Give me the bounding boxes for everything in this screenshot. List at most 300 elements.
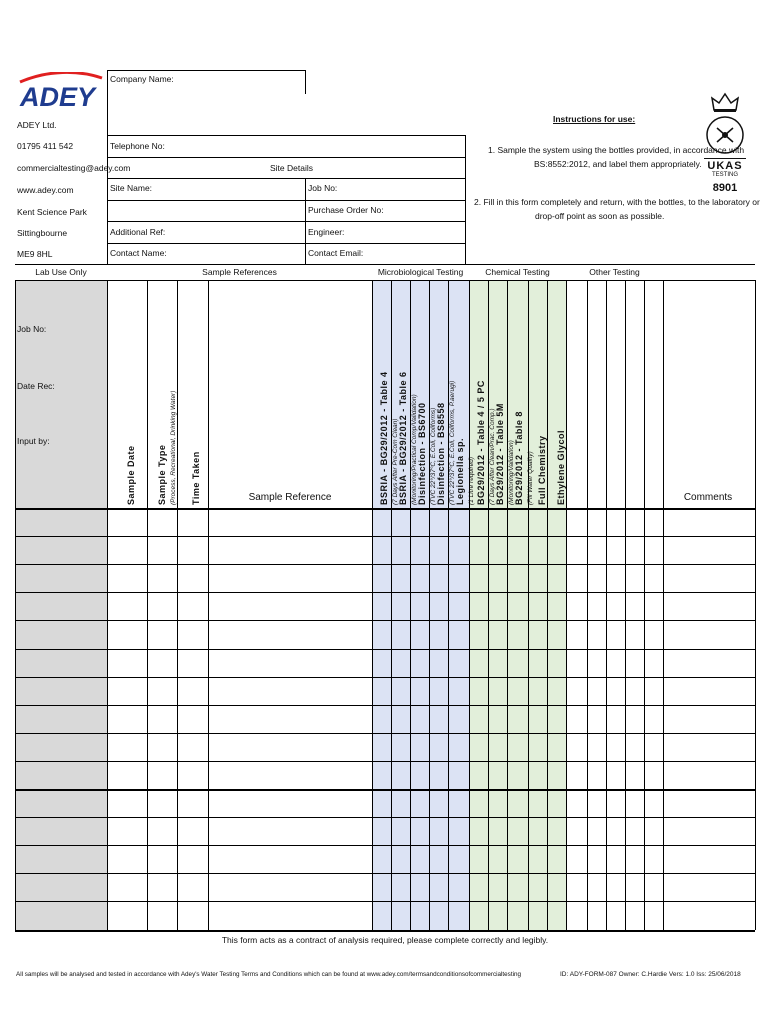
sample-cell[interactable] — [209, 509, 371, 535]
sample-cell[interactable] — [449, 818, 468, 844]
sample-cell[interactable] — [148, 902, 176, 928]
sample-cell[interactable] — [411, 706, 428, 732]
sample-cell[interactable] — [430, 509, 447, 535]
sample-cell[interactable] — [567, 734, 586, 760]
sample-cell[interactable] — [178, 762, 207, 788]
sample-cell[interactable] — [508, 846, 527, 872]
sample-cell[interactable] — [645, 650, 662, 676]
sample-cell[interactable] — [449, 846, 468, 872]
sample-cell[interactable] — [588, 621, 605, 647]
sample-cell[interactable] — [148, 678, 176, 704]
sample-cell[interactable] — [588, 565, 605, 591]
sample-cell[interactable] — [108, 678, 146, 704]
sample-cell[interactable] — [373, 874, 390, 900]
sample-cell[interactable] — [567, 790, 586, 816]
sample-cell[interactable] — [664, 650, 754, 676]
sample-cell[interactable] — [209, 734, 371, 760]
sample-cell[interactable] — [148, 790, 176, 816]
sample-cell[interactable] — [664, 902, 754, 928]
sample-cell[interactable] — [148, 565, 176, 591]
sample-cell[interactable] — [209, 902, 371, 928]
sample-cell[interactable] — [529, 846, 546, 872]
sample-cell[interactable] — [645, 874, 662, 900]
sample-cell[interactable] — [392, 734, 409, 760]
sample-cell[interactable] — [508, 706, 527, 732]
sample-cell[interactable] — [449, 874, 468, 900]
sample-cell[interactable] — [607, 874, 624, 900]
sample-cell[interactable] — [626, 706, 643, 732]
sample-cell[interactable] — [645, 509, 662, 535]
sample-cell[interactable] — [411, 818, 428, 844]
sample-cell[interactable] — [470, 734, 487, 760]
sample-cell[interactable] — [392, 593, 409, 619]
sample-cell[interactable] — [626, 818, 643, 844]
sample-cell[interactable] — [108, 621, 146, 647]
sample-cell[interactable] — [411, 902, 428, 928]
sample-cell[interactable] — [392, 678, 409, 704]
sample-cell[interactable] — [392, 790, 409, 816]
sample-cell[interactable] — [529, 706, 546, 732]
sample-cell[interactable] — [108, 790, 146, 816]
sample-cell[interactable] — [430, 621, 447, 647]
sample-cell[interactable] — [373, 846, 390, 872]
sample-cell[interactable] — [508, 565, 527, 591]
sample-cell[interactable] — [626, 593, 643, 619]
sample-cell[interactable] — [489, 790, 506, 816]
sample-cell[interactable] — [392, 621, 409, 647]
sample-cell[interactable] — [529, 790, 546, 816]
sample-cell[interactable] — [209, 537, 371, 563]
sample-cell[interactable] — [664, 790, 754, 816]
sample-cell[interactable] — [373, 678, 390, 704]
sample-cell[interactable] — [470, 706, 487, 732]
sample-cell[interactable] — [449, 621, 468, 647]
sample-cell[interactable] — [430, 537, 447, 563]
sample-cell[interactable] — [108, 706, 146, 732]
sample-cell[interactable] — [373, 650, 390, 676]
sample-cell[interactable] — [567, 537, 586, 563]
sample-cell[interactable] — [645, 678, 662, 704]
sample-cell[interactable] — [108, 902, 146, 928]
sample-cell[interactable] — [489, 621, 506, 647]
sample-cell[interactable] — [411, 734, 428, 760]
sample-cell[interactable] — [529, 678, 546, 704]
sample-cell[interactable] — [626, 790, 643, 816]
sample-cell[interactable] — [148, 818, 176, 844]
sample-cell[interactable] — [392, 537, 409, 563]
sample-cell[interactable] — [470, 509, 487, 535]
sample-cell[interactable] — [449, 565, 468, 591]
sample-cell[interactable] — [449, 762, 468, 788]
sample-cell[interactable] — [626, 902, 643, 928]
sample-cell[interactable] — [430, 846, 447, 872]
sample-cell[interactable] — [664, 565, 754, 591]
sample-cell[interactable] — [489, 874, 506, 900]
sample-cell[interactable] — [178, 621, 207, 647]
sample-cell[interactable] — [567, 762, 586, 788]
sample-cell[interactable] — [373, 734, 390, 760]
sample-cell[interactable] — [449, 537, 468, 563]
sample-cell[interactable] — [529, 650, 546, 676]
sample-cell[interactable] — [607, 565, 624, 591]
sample-cell[interactable] — [626, 678, 643, 704]
sample-cell[interactable] — [588, 874, 605, 900]
sample-cell[interactable] — [373, 537, 390, 563]
sample-cell[interactable] — [178, 565, 207, 591]
sample-cell[interactable] — [373, 818, 390, 844]
sample-cell[interactable] — [148, 621, 176, 647]
sample-cell[interactable] — [430, 734, 447, 760]
sample-cell[interactable] — [508, 790, 527, 816]
sample-cell[interactable] — [470, 537, 487, 563]
sample-cell[interactable] — [373, 902, 390, 928]
sample-cell[interactable] — [392, 650, 409, 676]
sample-cell[interactable] — [392, 902, 409, 928]
sample-cell[interactable] — [209, 593, 371, 619]
sample-cell[interactable] — [470, 874, 487, 900]
sample-cell[interactable] — [626, 650, 643, 676]
sample-cell[interactable] — [529, 621, 546, 647]
sample-cell[interactable] — [567, 593, 586, 619]
sample-cell[interactable] — [209, 678, 371, 704]
sample-cell[interactable] — [664, 762, 754, 788]
sample-cell[interactable] — [430, 762, 447, 788]
sample-cell[interactable] — [449, 678, 468, 704]
sample-cell[interactable] — [567, 818, 586, 844]
sample-cell[interactable] — [178, 650, 207, 676]
sample-cell[interactable] — [508, 678, 527, 704]
sample-cell[interactable] — [489, 762, 506, 788]
sample-cell[interactable] — [588, 678, 605, 704]
sample-cell[interactable] — [178, 902, 207, 928]
sample-cell[interactable] — [209, 874, 371, 900]
sample-cell[interactable] — [588, 706, 605, 732]
sample-cell[interactable] — [626, 846, 643, 872]
sample-cell[interactable] — [626, 762, 643, 788]
sample-cell[interactable] — [449, 706, 468, 732]
sample-cell[interactable] — [588, 537, 605, 563]
sample-cell[interactable] — [430, 706, 447, 732]
sample-cell[interactable] — [588, 509, 605, 535]
sample-cell[interactable] — [178, 678, 207, 704]
sample-cell[interactable] — [548, 650, 565, 676]
sample-cell[interactable] — [664, 734, 754, 760]
sample-cell[interactable] — [148, 706, 176, 732]
sample-cell[interactable] — [548, 678, 565, 704]
sample-cell[interactable] — [489, 818, 506, 844]
sample-cell[interactable] — [529, 902, 546, 928]
sample-cell[interactable] — [664, 874, 754, 900]
sample-cell[interactable] — [449, 790, 468, 816]
sample-cell[interactable] — [411, 874, 428, 900]
sample-cell[interactable] — [209, 846, 371, 872]
sample-cell[interactable] — [588, 818, 605, 844]
sample-cell[interactable] — [178, 706, 207, 732]
sample-cell[interactable] — [567, 621, 586, 647]
sample-cell[interactable] — [178, 846, 207, 872]
sample-cell[interactable] — [373, 790, 390, 816]
sample-cell[interactable] — [489, 706, 506, 732]
sample-cell[interactable] — [411, 846, 428, 872]
sample-cell[interactable] — [430, 902, 447, 928]
sample-cell[interactable] — [209, 650, 371, 676]
sample-cell[interactable] — [449, 593, 468, 619]
sample-cell[interactable] — [548, 846, 565, 872]
sample-cell[interactable] — [148, 537, 176, 563]
sample-cell[interactable] — [209, 762, 371, 788]
sample-cell[interactable] — [607, 537, 624, 563]
sample-cell[interactable] — [470, 678, 487, 704]
sample-cell[interactable] — [108, 874, 146, 900]
sample-cell[interactable] — [470, 902, 487, 928]
sample-cell[interactable] — [373, 706, 390, 732]
sample-cell[interactable] — [489, 846, 506, 872]
sample-cell[interactable] — [411, 678, 428, 704]
sample-cell[interactable] — [411, 593, 428, 619]
sample-cell[interactable] — [470, 790, 487, 816]
sample-cell[interactable] — [449, 650, 468, 676]
sample-cell[interactable] — [548, 509, 565, 535]
sample-cell[interactable] — [411, 565, 428, 591]
sample-cell[interactable] — [373, 621, 390, 647]
sample-cell[interactable] — [588, 846, 605, 872]
sample-cell[interactable] — [489, 593, 506, 619]
sample-cell[interactable] — [607, 790, 624, 816]
sample-cell[interactable] — [548, 874, 565, 900]
sample-cell[interactable] — [508, 621, 527, 647]
sample-cell[interactable] — [411, 650, 428, 676]
sample-cell[interactable] — [108, 593, 146, 619]
sample-cell[interactable] — [508, 650, 527, 676]
sample-cell[interactable] — [148, 509, 176, 535]
sample-cell[interactable] — [489, 734, 506, 760]
sample-cell[interactable] — [567, 846, 586, 872]
sample-cell[interactable] — [148, 846, 176, 872]
sample-cell[interactable] — [489, 902, 506, 928]
sample-cell[interactable] — [607, 650, 624, 676]
sample-cell[interactable] — [645, 846, 662, 872]
sample-cell[interactable] — [645, 790, 662, 816]
sample-cell[interactable] — [588, 790, 605, 816]
sample-cell[interactable] — [529, 818, 546, 844]
company-name-field[interactable] — [180, 72, 300, 132]
sample-cell[interactable] — [489, 650, 506, 676]
sample-cell[interactable] — [645, 565, 662, 591]
sample-cell[interactable] — [588, 902, 605, 928]
sample-cell[interactable] — [664, 621, 754, 647]
sample-cell[interactable] — [645, 593, 662, 619]
sample-cell[interactable] — [567, 650, 586, 676]
sample-cell[interactable] — [548, 565, 565, 591]
sample-cell[interactable] — [607, 734, 624, 760]
sample-cell[interactable] — [645, 537, 662, 563]
sample-cell[interactable] — [645, 621, 662, 647]
sample-cell[interactable] — [548, 706, 565, 732]
sample-cell[interactable] — [645, 734, 662, 760]
sample-cell[interactable] — [607, 818, 624, 844]
sample-cell[interactable] — [508, 734, 527, 760]
sample-cell[interactable] — [607, 846, 624, 872]
sample-cell[interactable] — [607, 706, 624, 732]
sample-cell[interactable] — [664, 678, 754, 704]
sample-cell[interactable] — [392, 874, 409, 900]
sample-cell[interactable] — [148, 874, 176, 900]
sample-cell[interactable] — [209, 565, 371, 591]
sample-cell[interactable] — [508, 818, 527, 844]
sample-cell[interactable] — [470, 650, 487, 676]
sample-cell[interactable] — [489, 537, 506, 563]
sample-cell[interactable] — [548, 593, 565, 619]
sample-cell[interactable] — [148, 650, 176, 676]
sample-cell[interactable] — [607, 678, 624, 704]
sample-cell[interactable] — [209, 706, 371, 732]
sample-cell[interactable] — [664, 818, 754, 844]
sample-cell[interactable] — [529, 509, 546, 535]
sample-cell[interactable] — [392, 846, 409, 872]
sample-cell[interactable] — [529, 734, 546, 760]
sample-cell[interactable] — [411, 790, 428, 816]
sample-cell[interactable] — [508, 537, 527, 563]
sample-cell[interactable] — [178, 593, 207, 619]
sample-cell[interactable] — [430, 874, 447, 900]
sample-cell[interactable] — [548, 818, 565, 844]
sample-cell[interactable] — [548, 790, 565, 816]
sample-cell[interactable] — [664, 509, 754, 535]
sample-cell[interactable] — [645, 762, 662, 788]
sample-cell[interactable] — [373, 762, 390, 788]
sample-cell[interactable] — [411, 621, 428, 647]
sample-cell[interactable] — [508, 509, 527, 535]
sample-cell[interactable] — [392, 565, 409, 591]
sample-cell[interactable] — [567, 706, 586, 732]
sample-cell[interactable] — [664, 846, 754, 872]
sample-cell[interactable] — [148, 734, 176, 760]
sample-cell[interactable] — [567, 902, 586, 928]
sample-cell[interactable] — [178, 874, 207, 900]
sample-cell[interactable] — [529, 762, 546, 788]
sample-cell[interactable] — [470, 565, 487, 591]
sample-cell[interactable] — [567, 509, 586, 535]
sample-cell[interactable] — [148, 593, 176, 619]
sample-cell[interactable] — [664, 593, 754, 619]
sample-cell[interactable] — [588, 593, 605, 619]
sample-cell[interactable] — [645, 902, 662, 928]
sample-cell[interactable] — [178, 509, 207, 535]
sample-cell[interactable] — [626, 874, 643, 900]
sample-cell[interactable] — [178, 537, 207, 563]
sample-cell[interactable] — [373, 565, 390, 591]
sample-cell[interactable] — [529, 537, 546, 563]
sample-cell[interactable] — [470, 593, 487, 619]
sample-cell[interactable] — [548, 734, 565, 760]
sample-cell[interactable] — [588, 650, 605, 676]
sample-cell[interactable] — [392, 818, 409, 844]
sample-cell[interactable] — [430, 593, 447, 619]
sample-cell[interactable] — [588, 734, 605, 760]
sample-cell[interactable] — [470, 846, 487, 872]
sample-cell[interactable] — [548, 762, 565, 788]
sample-cell[interactable] — [664, 537, 754, 563]
sample-cell[interactable] — [626, 509, 643, 535]
sample-cell[interactable] — [108, 762, 146, 788]
sample-cell[interactable] — [664, 706, 754, 732]
sample-cell[interactable] — [392, 762, 409, 788]
sample-cell[interactable] — [470, 762, 487, 788]
sample-cell[interactable] — [430, 818, 447, 844]
sample-cell[interactable] — [108, 509, 146, 535]
sample-cell[interactable] — [411, 537, 428, 563]
sample-cell[interactable] — [489, 565, 506, 591]
sample-cell[interactable] — [178, 734, 207, 760]
sample-cell[interactable] — [607, 621, 624, 647]
sample-cell[interactable] — [489, 509, 506, 535]
sample-cell[interactable] — [626, 734, 643, 760]
sample-cell[interactable] — [470, 621, 487, 647]
sample-cell[interactable] — [108, 650, 146, 676]
sample-cell[interactable] — [508, 593, 527, 619]
sample-cell[interactable] — [430, 565, 447, 591]
sample-cell[interactable] — [449, 734, 468, 760]
sample-cell[interactable] — [567, 678, 586, 704]
sample-cell[interactable] — [607, 593, 624, 619]
sample-cell[interactable] — [148, 762, 176, 788]
sample-cell[interactable] — [626, 621, 643, 647]
sample-cell[interactable] — [449, 902, 468, 928]
sample-cell[interactable] — [529, 565, 546, 591]
sample-cell[interactable] — [548, 902, 565, 928]
sample-cell[interactable] — [411, 509, 428, 535]
sample-cell[interactable] — [529, 874, 546, 900]
sample-cell[interactable] — [209, 818, 371, 844]
sample-cell[interactable] — [108, 565, 146, 591]
sample-cell[interactable] — [209, 621, 371, 647]
sample-cell[interactable] — [373, 593, 390, 619]
sample-cell[interactable] — [470, 818, 487, 844]
sample-cell[interactable] — [108, 734, 146, 760]
sample-cell[interactable] — [108, 818, 146, 844]
sample-cell[interactable] — [392, 706, 409, 732]
sample-cell[interactable] — [607, 509, 624, 535]
sample-cell[interactable] — [508, 874, 527, 900]
sample-cell[interactable] — [588, 762, 605, 788]
sample-cell[interactable] — [508, 902, 527, 928]
sample-cell[interactable] — [430, 650, 447, 676]
sample-cell[interactable] — [548, 537, 565, 563]
sample-cell[interactable] — [392, 509, 409, 535]
sample-cell[interactable] — [209, 790, 371, 816]
sample-cell[interactable] — [489, 678, 506, 704]
sample-cell[interactable] — [626, 565, 643, 591]
sample-cell[interactable] — [430, 790, 447, 816]
sample-cell[interactable] — [645, 818, 662, 844]
sample-cell[interactable] — [567, 874, 586, 900]
sample-cell[interactable] — [529, 593, 546, 619]
sample-cell[interactable] — [178, 818, 207, 844]
sample-cell[interactable] — [607, 762, 624, 788]
sample-cell[interactable] — [411, 762, 428, 788]
sample-cell[interactable] — [108, 537, 146, 563]
sample-cell[interactable] — [607, 902, 624, 928]
sample-cell[interactable] — [108, 846, 146, 872]
sample-cell[interactable] — [373, 509, 390, 535]
sample-cell[interactable] — [178, 790, 207, 816]
sample-cell[interactable] — [567, 565, 586, 591]
sample-cell[interactable] — [548, 621, 565, 647]
sample-cell[interactable] — [626, 537, 643, 563]
sample-cell[interactable] — [430, 678, 447, 704]
sample-cell[interactable] — [645, 706, 662, 732]
sample-cell[interactable] — [508, 762, 527, 788]
